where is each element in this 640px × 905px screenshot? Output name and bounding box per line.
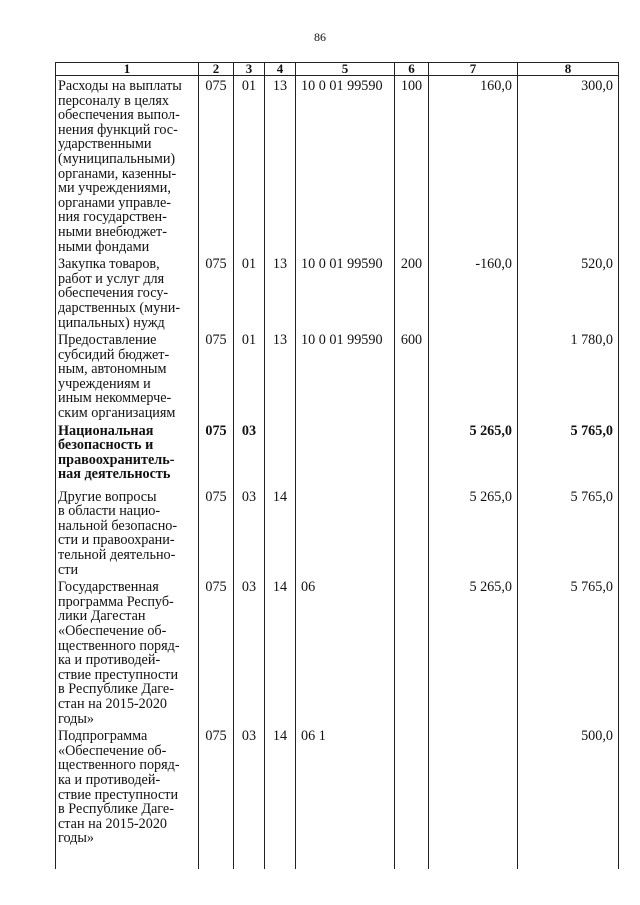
- name-line: безопасность и: [58, 437, 154, 454]
- name-line: ствие преступности: [58, 666, 179, 683]
- cell-amount-8: 5 765,0: [518, 421, 619, 487]
- cell-ved: 075: [199, 487, 234, 578]
- cell-name: [56, 487, 199, 578]
- cell-name: [56, 726, 199, 866]
- cell-rz: 01: [234, 254, 265, 330]
- name-line: ными фондами: [58, 238, 150, 255]
- cell-amount-8: 500,0: [518, 726, 619, 866]
- table-row: [56, 487, 619, 578]
- name-line: работ и услуг для: [58, 270, 165, 287]
- name-line: тельной деятельно-: [58, 547, 176, 564]
- name-line: органами, казенны-: [58, 165, 177, 182]
- name-line: ским организациям: [58, 405, 176, 422]
- name-line: ными внебюджет-: [58, 223, 167, 240]
- name-line: сти: [58, 561, 79, 578]
- name-line: в области нацио-: [58, 503, 161, 520]
- cell-csr: [296, 487, 395, 578]
- name-line: субсидий бюджет-: [58, 346, 170, 363]
- cell-rz: 01: [234, 330, 265, 421]
- table-row: [56, 254, 619, 330]
- name-line: (муниципальными): [58, 150, 176, 167]
- header-col-8: 8: [518, 63, 619, 76]
- name-line: в Республике Даге-: [58, 681, 174, 698]
- filler-cell: [234, 866, 265, 869]
- table-filler-row: [56, 866, 619, 869]
- cell-amount-8: 520,0: [518, 254, 619, 330]
- filler-cell: [429, 866, 518, 869]
- cell-amount-8: 300,0: [518, 76, 619, 255]
- cell-pr: 14: [265, 577, 296, 726]
- name-line: ствие преступности: [58, 786, 179, 803]
- name-line: иным некоммерче-: [58, 390, 172, 407]
- name-line: годы»: [58, 830, 94, 847]
- name-line: щественного поряд-: [58, 637, 180, 654]
- table-row: [56, 421, 619, 487]
- name-line: обеспечения выпол-: [58, 107, 180, 124]
- filler-cell: [518, 866, 619, 869]
- filler-cell: [265, 866, 296, 869]
- cell-vr: 200: [395, 254, 429, 330]
- cell-rz: 03: [234, 421, 265, 487]
- cell-amount-8: 5 765,0: [518, 577, 619, 726]
- cell-name: [56, 421, 199, 487]
- name-line: ная деятельность: [58, 466, 171, 483]
- cell-vr: [395, 487, 429, 578]
- table-row: [56, 330, 619, 421]
- cell-pr: 13: [265, 330, 296, 421]
- name-line: ципальных) нужд: [58, 314, 165, 331]
- cell-vr: [395, 577, 429, 726]
- name-line: сти и правоохрани-: [58, 532, 175, 549]
- header-col-6: 6: [395, 63, 429, 76]
- name-line: ка и противодей-: [58, 771, 161, 788]
- name-line: ударственными: [58, 136, 152, 153]
- table-row: [56, 726, 619, 866]
- cell-vr: 100: [395, 76, 429, 255]
- header-col-3: 3: [234, 63, 265, 76]
- name-line: органами управле-: [58, 194, 172, 211]
- name-line: стан на 2015-2020: [58, 815, 168, 832]
- filler-cell: [199, 866, 234, 869]
- page-number: 86: [314, 30, 326, 44]
- name-line: ния государствен-: [58, 209, 167, 226]
- name-line: дарственных (муни-: [58, 299, 181, 316]
- cell-csr: 10 0 01 99590: [296, 330, 395, 421]
- name-line: «Обеспечение об-: [58, 742, 167, 759]
- cell-ved: 075: [199, 254, 234, 330]
- cell-csr: [296, 421, 395, 487]
- cell-amount-8: 5 765,0: [518, 487, 619, 578]
- cell-amount-8: 1 780,0: [518, 330, 619, 421]
- cell-ved: 075: [199, 421, 234, 487]
- cell-amount-7: 5 265,0: [429, 421, 518, 487]
- name-line: Закупка товаров,: [58, 256, 160, 273]
- name-line: Предоставление: [58, 332, 157, 349]
- table-row: [56, 577, 619, 726]
- name-line: в Республике Даге-: [58, 801, 174, 818]
- cell-name: [56, 577, 199, 726]
- name-line: Подпрограмма: [58, 728, 148, 745]
- cell-pr: 14: [265, 726, 296, 866]
- name-line: правоохранитель-: [58, 451, 175, 468]
- cell-pr: 13: [265, 254, 296, 330]
- cell-name: [56, 76, 199, 255]
- cell-ved: 075: [199, 76, 234, 255]
- name-line: нальной безопасно-: [58, 517, 178, 534]
- name-line: лики Дагестан: [58, 608, 146, 625]
- cell-rz: 01: [234, 76, 265, 255]
- name-line: Расходы на выплаты: [58, 78, 182, 94]
- cell-amount-7: 5 265,0: [429, 487, 518, 578]
- header-col-2: 2: [199, 63, 234, 76]
- cell-vr: 600: [395, 330, 429, 421]
- filler-cell: [395, 866, 429, 869]
- name-line: ми учреждениями,: [58, 180, 171, 197]
- cell-amount-7: [429, 330, 518, 421]
- header-col-4: 4: [265, 63, 296, 76]
- filler-cell: [56, 866, 199, 869]
- name-line: нения функций гос-: [58, 121, 178, 138]
- header-row: [56, 63, 619, 76]
- name-line: персоналу в целях: [58, 92, 169, 109]
- cell-pr: 13: [265, 76, 296, 255]
- name-line: Другие вопросы: [58, 488, 157, 505]
- cell-pr: 14: [265, 487, 296, 578]
- cell-amount-7: 5 265,0: [429, 577, 518, 726]
- cell-amount-7: -160,0: [429, 254, 518, 330]
- header-col-5: 5: [296, 63, 395, 76]
- header-col-7: 7: [429, 63, 518, 76]
- cell-csr: 10 0 01 99590: [296, 254, 395, 330]
- cell-ved: 075: [199, 330, 234, 421]
- cell-csr: 06: [296, 577, 395, 726]
- cell-amount-7: [429, 726, 518, 866]
- header-col-1: 1: [56, 63, 199, 76]
- name-line: Государственная: [58, 579, 159, 596]
- cell-name: [56, 330, 199, 421]
- name-line: щественного поряд-: [58, 757, 180, 774]
- cell-csr: 06 1: [296, 726, 395, 866]
- cell-name: [56, 254, 199, 330]
- cell-amount-7: 160,0: [429, 76, 518, 255]
- cell-csr: 10 0 01 99590: [296, 76, 395, 255]
- cell-vr: [395, 421, 429, 487]
- name-line: стан на 2015-2020: [58, 695, 168, 712]
- name-line: «Обеспечение об-: [58, 623, 167, 639]
- cell-rz: 03: [234, 487, 265, 578]
- cell-ved: 075: [199, 726, 234, 866]
- cell-rz: 03: [234, 726, 265, 866]
- table-row: [56, 76, 619, 255]
- cell-rz: 03: [234, 577, 265, 726]
- name-line: ным, автономным: [58, 361, 167, 378]
- name-line: Национальная: [58, 422, 154, 439]
- cell-ved: 075: [199, 577, 234, 726]
- cell-vr: [395, 726, 429, 866]
- filler-cell: [296, 866, 395, 869]
- name-line: годы»: [58, 710, 94, 727]
- name-line: программа Респуб-: [58, 593, 174, 610]
- budget-table: [55, 62, 619, 869]
- name-line: учреждениям и: [58, 375, 151, 392]
- name-line: ка и противодей-: [58, 652, 161, 669]
- cell-pr: [265, 421, 296, 487]
- table-body: [56, 76, 619, 870]
- name-line: обеспечения госу-: [58, 285, 169, 302]
